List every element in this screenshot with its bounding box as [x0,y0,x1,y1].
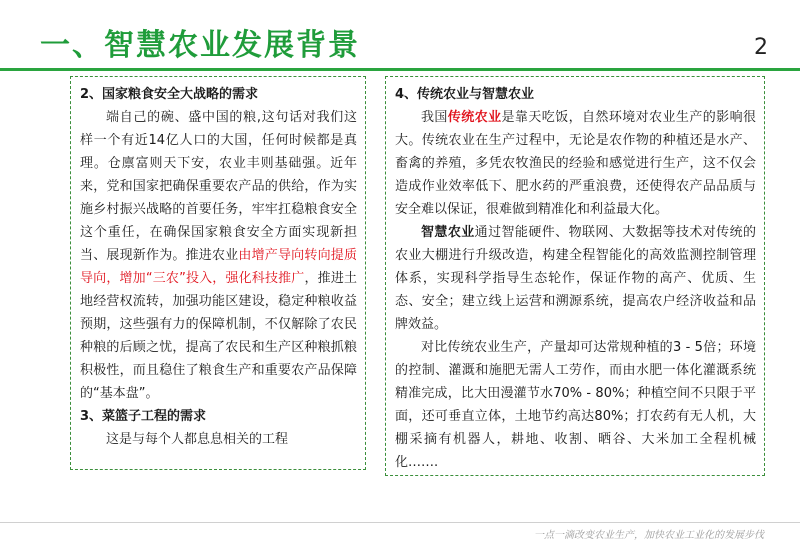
left-text-panel [70,76,366,470]
traditional-text-pre: 我国 [421,110,448,125]
traditional-text-rest: 是靠天吃饭，自然环境对农业生产的影响很大。传统农业在生产过程中，无论是农作物的种植还是水产、畜禽的养殖，多凭农牧渔民的经验和感觉进行生产，这不仅会造成作业效率低下、肥水药的严重浪费，还使得农产品品质与安全难以保证，很难做到精准化和利益最大化。 [395,110,756,217]
smart-agriculture-paragraph [395,221,756,336]
right-text-panel [385,76,765,476]
grain-text-highlight: 由增产导向转向提质导向，增加“三农”投入，强化科技推广 [80,248,357,286]
section-heading-traditional-vs-smart: 4、传统农业与智慧农业 [395,87,535,102]
grain-text-start: 端自己的碗、盛中国的粮,这句话对我们这样一个有近14亿人口的大国，任何时候都是真理。仓廪富则天下安，农业丰则基础强。近年来，党和国家把确保重要农产品的供给，作为实施乡村振兴战略的首要任务，牢牢扛稳粮食安全这个重任，在确保国家粮食安全方面实现新担当、展现新作为。推进农业 [80,110,357,263]
comparison-paragraph: 对比传统农业生产，产量却可达常规种植的3 - 5倍；环境的控制、灌溉和施肥无需人工劳作，而由水肥一体化灌溉系统精准完成，比大田漫灌节水70% - 80%；种植空间不只限于平面，还可垂直立体，土地节约高达80%；打农药有无人机，大棚采摘有机器人，耕地、收割、晒谷、大米加工全程机械化……. [395,340,756,470]
traditional-agriculture-paragraph [395,106,756,221]
vegetable-basket-paragraph: 这是与每个人都息息相关的工程 [106,432,289,447]
grain-text-end: ，推进土地经营权流转，加强功能区建设，稳定种粮收益预期，这些强有力的保障机制，不仅解除了农民种粮的后顾之忧，提高了农民和生产区种粮抓粮积极性，而且稳住了粮食生产和重要农产品保障的“基本盘”。 [80,271,357,401]
section-heading-grain-security: 2、国家粮食安全大战略的需求 [80,87,259,102]
footer-slogan: 一点一滴改变农业生产，加快农业工业化的发展步伐 [534,530,764,541]
page-number: 2 [754,35,768,60]
page-title: 一、智慧农业发展背景 [40,28,360,63]
title-divider [0,68,800,71]
footer-divider [0,522,800,523]
footer [0,522,800,551]
grain-security-paragraph [80,106,357,405]
section-heading-vegetable-basket: 3、菜篮子工程的需求 [80,409,207,424]
traditional-agriculture-term: 传统农业 [447,110,502,125]
smart-text-rest: 通过智能硬件、物联网、大数据等技术对传统的农业大棚进行升级改造，构建全程智能化的高效监测控制管理体系，实现科学指导生态轮作，保证作物的高产、优质、生态、安全；建立线上运营和溯源系统，提高农户经济收益和品牌效益。 [395,225,756,332]
smart-agriculture-term: 智慧农业 [421,225,475,240]
